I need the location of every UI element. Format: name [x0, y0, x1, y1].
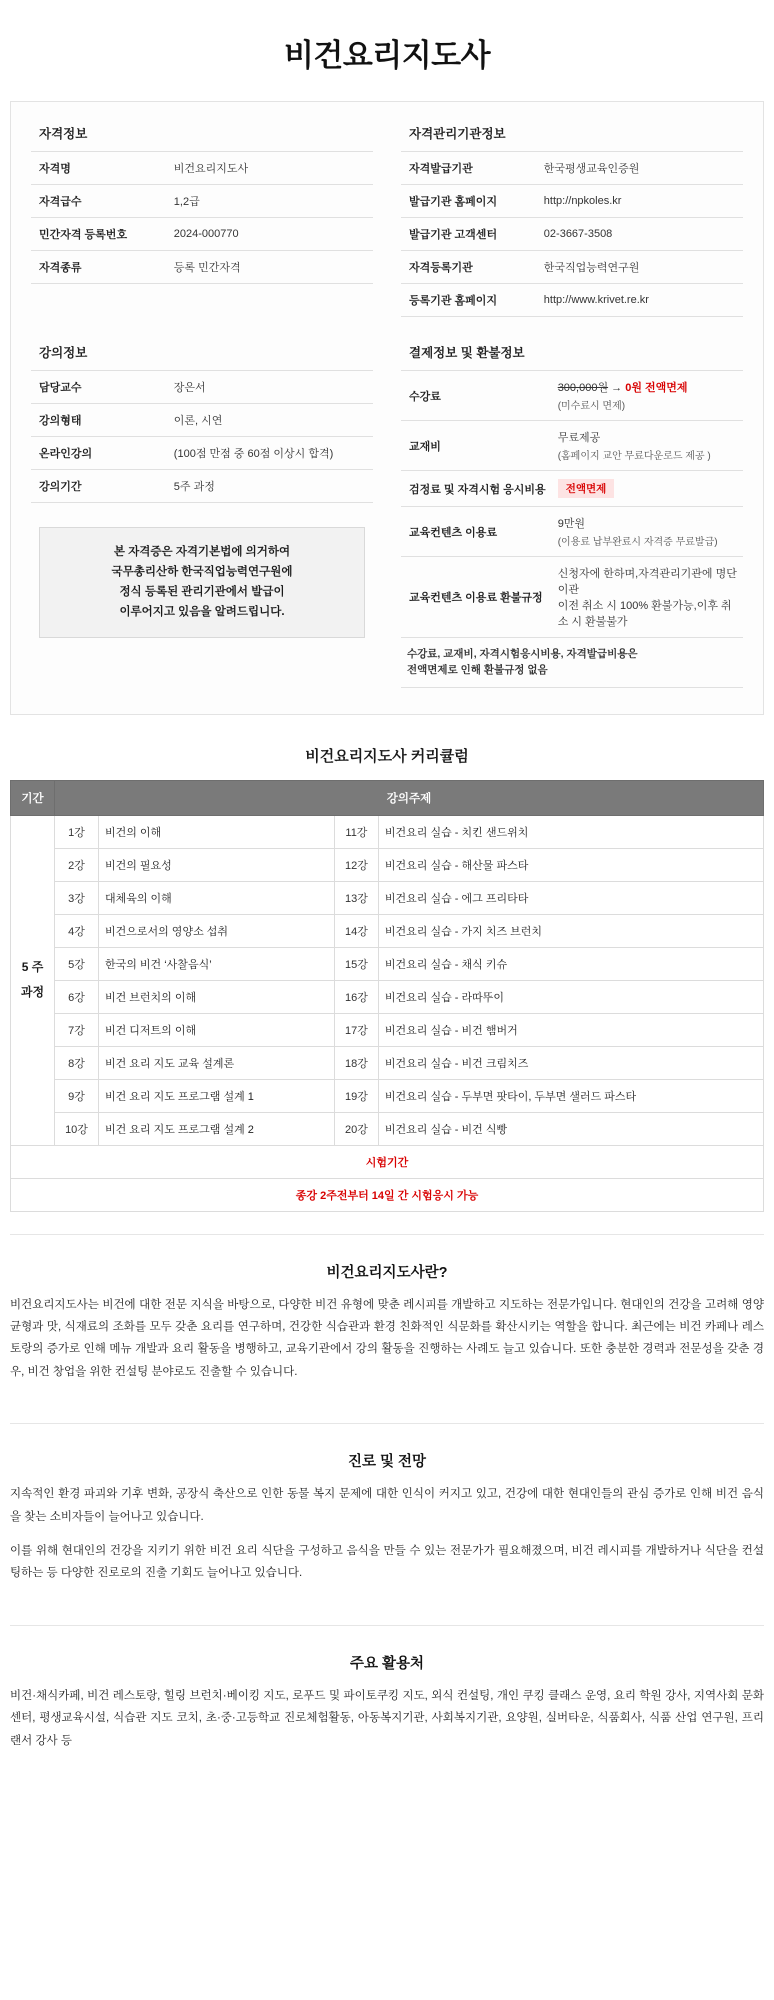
notice-line: 이루어지고 있음을 알려드립니다.: [119, 606, 285, 619]
lesson-no: 13강: [334, 881, 378, 914]
row-key: 민간자격 등록번호: [39, 229, 128, 241]
row-value: 한국직업능력연구원: [543, 262, 640, 274]
payment-footer-line: 수강료, 교재비, 자격시험응시비용, 자격발급비용은: [407, 648, 638, 660]
row-value: (100점 만점 중 60점 이상시 합격): [173, 448, 334, 460]
lesson-no: 14강: [334, 914, 378, 947]
table-row: [401, 218, 743, 251]
lesson-no: 9강: [55, 1079, 99, 1112]
payment-footer-line: 전액면제로 인해 환불규정 없음: [407, 664, 548, 677]
table-row-refund: [401, 557, 743, 638]
row-key: 자격명: [39, 163, 71, 175]
lesson-subject: 비건요리 실습 - 채식 키슈: [378, 947, 763, 980]
curriculum-period-label: 5 주 과정: [11, 815, 55, 1145]
table-row: [401, 185, 743, 218]
table-row: [11, 980, 764, 1013]
lesson-no: 6강: [55, 980, 99, 1013]
table-row: [11, 1046, 764, 1079]
career-paragraph: 이를 위해 현대인의 건강을 지키기 위한 비건 요리 식단을 구성하고 음식을 만들 수 있는 전문가가 필요해졌으며, 비건 레시피를 개발하거나 식단을 컨설팅하는 등 다양한 진로로의 진출 기회도 늘어나고 있습니다.: [10, 1545, 764, 1580]
about-heading: 비건요리지도사란?: [326, 1264, 448, 1281]
tuition-note: (미수료시 면제): [557, 401, 626, 412]
tuition-original-price: 300,000원: [557, 382, 609, 394]
lesson-no: 12강: [334, 848, 378, 881]
row-value: 이론, 시연: [173, 415, 223, 427]
about-section: [10, 1235, 764, 1402]
row-value: 5주 과정: [173, 481, 215, 493]
row-key: 발급기관 고객센터: [409, 229, 498, 241]
row-value: 비건요리지도사: [173, 163, 249, 175]
row-key: 검정료 및 자격시험 응시비용: [409, 483, 546, 496]
row-value: 등록 민간자격: [173, 262, 241, 274]
lesson-no: 19강: [334, 1079, 378, 1112]
row-key: 담당교수: [39, 382, 82, 394]
career-section: [10, 1424, 764, 1603]
lesson-subject: 비건 브런치의 이해: [99, 980, 335, 1013]
row-value: 장은서: [173, 382, 206, 394]
curriculum-header-subject: 강의주제: [55, 780, 764, 815]
row-key: 자격등록기관: [409, 262, 473, 274]
page-title: 비건요리지도사: [283, 38, 491, 73]
row-value: 한국평생교육인증원: [543, 163, 640, 175]
tuition-discount-price: 0원 전액면제: [625, 382, 688, 394]
table-row: [31, 218, 373, 251]
lesson-subject: 비건요리 실습 - 해산물 파스타: [378, 848, 763, 881]
content-fee-value: 9만원: [557, 518, 586, 530]
payment-refund-info-section: [401, 343, 743, 688]
lesson-no: 10강: [55, 1112, 99, 1145]
row-key: 등록기관 홈페이지: [409, 295, 498, 307]
row-key: 교육컨텐츠 이용료 환불규정: [409, 592, 543, 604]
lesson-subject: 비건의 필요성: [99, 848, 335, 881]
lesson-subject: 비건요리 실습 - 비건 햄버거: [378, 1013, 763, 1046]
lesson-subject: 비건 요리 지도 교육 설계론: [99, 1046, 335, 1079]
lesson-no: 1강: [55, 815, 99, 848]
lesson-no: 11강: [334, 815, 378, 848]
lesson-subject: 비건 요리 지도 프로그램 설계 2: [99, 1112, 335, 1145]
table-row-content-fee: [401, 507, 743, 557]
usage-section: [10, 1626, 764, 1770]
table-row: [11, 881, 764, 914]
lesson-no: 17강: [334, 1013, 378, 1046]
row-value: [552, 471, 743, 507]
row-key: 온라인강의: [39, 448, 93, 460]
row-key: 교육컨텐츠 이용료: [409, 526, 498, 539]
lesson-subject: 비건요리 실습 - 에그 프리타타: [378, 881, 763, 914]
table-row: [401, 152, 743, 185]
table-row: [11, 914, 764, 947]
row-value: 2024-000770: [173, 228, 239, 240]
notice-line: 정식 등록된 관리기관에서 발급이: [119, 586, 285, 599]
table-row-exam-fee: [401, 471, 743, 507]
lesson-subject: 대체육의 이해: [99, 881, 335, 914]
table-row-tuition: [401, 371, 743, 421]
lesson-no: 3강: [55, 881, 99, 914]
info-top-row: [31, 124, 743, 317]
lesson-no: 8강: [55, 1046, 99, 1079]
notice-line: 본 자격증은 자격기본법에 의거하여: [113, 546, 291, 558]
usage-paragraph: 비건·채식카페, 비건 레스토랑, 힐링 브런치·베이킹 지도, 로푸드 및 파이토쿠킹 지도, 외식 컨설팅, 개인 쿠킹 클래스 운영, 요리 학원 강사, 지역사회 문화센터, 평생교육시설, 식습관 지도 코치, 초·중·고등학교 진로체험활동, 아동복지기관, 사회복지기관, 요양원, 실버타운, 식품회사, 식품 산업 연구원, 프리랜서 강사 등: [10, 1689, 764, 1747]
exam-desc-row: [11, 1178, 764, 1211]
curriculum-header-row: [11, 780, 764, 815]
lecture-info-section: [31, 343, 373, 688]
row-key: 자격발급기관: [409, 163, 473, 175]
legal-notice-box: [39, 527, 365, 638]
usage-heading: 주요 활용처: [349, 1655, 425, 1672]
table-row-payment-footer: [401, 638, 743, 688]
row-value: [552, 557, 743, 638]
lesson-no: 2강: [55, 848, 99, 881]
exam-period-desc: 종강 2주전부터 14일 간 시험응시 가능: [11, 1178, 764, 1211]
career-paragraph: 지속적인 환경 파괴와 기후 변화, 공장식 축산으로 인한 동물 복지 문제에 대한 인식이 커지고 있고, 건강에 대한 현대인들의 관심 증가로 인해 비건 음식을 찾는 소비자들이 늘어나고 있습니다.: [10, 1488, 764, 1523]
lesson-subject: 비건의 이해: [99, 815, 335, 848]
lesson-no: 7강: [55, 1013, 99, 1046]
table-row: [11, 1079, 764, 1112]
management-org-info-section: [401, 124, 743, 317]
exam-fee-badge: 전액면제: [558, 479, 615, 498]
lesson-no: 5강: [55, 947, 99, 980]
row-value-link[interactable]: http://npkoles.kr: [543, 195, 622, 207]
table-row: [11, 1112, 764, 1145]
career-heading: 진로 및 전망: [347, 1454, 427, 1471]
table-row: [31, 437, 373, 470]
row-value-link[interactable]: http://www.krivet.re.kr: [543, 294, 649, 306]
lesson-subject: 한국의 비건 ‘사찰음식’: [99, 947, 335, 980]
lesson-subject: 비건요리 실습 - 라따뚜이: [378, 980, 763, 1013]
lecture-info-table: [31, 370, 373, 503]
row-value: 1,2급: [173, 196, 200, 208]
lesson-no: 18강: [334, 1046, 378, 1079]
row-value: [552, 507, 743, 557]
table-row: [31, 251, 373, 284]
curriculum-table: [10, 780, 764, 1212]
management-org-info-heading: 자격관리기관정보: [409, 127, 506, 141]
lesson-subject: 비건으로서의 영양소 섭취: [99, 914, 335, 947]
lesson-no: 4강: [55, 914, 99, 947]
table-row: [11, 848, 764, 881]
textbook-value: 무료제공: [557, 432, 601, 444]
row-key: 발급기관 홈페이지: [409, 196, 498, 208]
table-row: [401, 251, 743, 284]
payment-refund-table: [401, 370, 743, 688]
row-key: 강의형태: [39, 415, 82, 427]
info-panel: [10, 101, 764, 715]
qualification-info-section: [31, 124, 373, 317]
table-row: [31, 371, 373, 404]
table-row: [11, 1013, 764, 1046]
lesson-subject: 비건요리 실습 - 비건 크림치즈: [378, 1046, 763, 1079]
payment-footer: [401, 638, 743, 688]
management-org-info-table: [401, 151, 743, 317]
curriculum-header-period: 기간: [11, 780, 55, 815]
panel-spacer: [31, 317, 743, 343]
lesson-subject: 비건요리 실습 - 치킨 샌드위치: [378, 815, 763, 848]
table-row: [11, 947, 764, 980]
row-key: 교재비: [409, 440, 441, 453]
row-value: [552, 371, 743, 421]
table-row: [11, 815, 764, 848]
exam-period-title: 시험기간: [11, 1145, 764, 1178]
row-key: 자격급수: [39, 196, 82, 208]
curriculum-title: 비건요리지도사 커리큘럼: [305, 747, 469, 765]
row-key: 자격종류: [39, 262, 82, 274]
content-fee-note: (이용료 납부완료시 자격증 무료발급): [557, 537, 718, 548]
table-row: [31, 152, 373, 185]
payment-refund-heading: 결제정보 및 환불정보: [409, 346, 525, 360]
info-bottom-row: [31, 343, 743, 688]
lesson-no: 16강: [334, 980, 378, 1013]
lesson-subject: 비건 디저트의 이해: [99, 1013, 335, 1046]
table-row: [401, 284, 743, 317]
row-key: 강의기간: [39, 481, 82, 493]
about-paragraph: 비건요리지도사는 비건에 대한 전문 지식을 바탕으로, 다양한 비건 유형에 맞춘 레시피를 개발하고 지도하는 전문가입니다. 현대인의 건강을 고려해 영양 균형과 맛, 식재료의 조화를 모두 갖춘 요리를 연구하며, 건강한 식습관과 환경 친화적인 식문화를 확산시키는 역할을 합니다. 최근에는 비건 카페나 레스토랑의 증가로 인해 메뉴 개발과 요리 활동을 병행하고, 교육기관에서 강의 활동을 진행하는 사례도 늘고 있습니다. 또한 충분한 경력과 전문성을 갖춘 경우, 비건 창업을 위한 컨설팅 분야로도 진출할 수 있습니다.: [10, 1298, 764, 1378]
lesson-no: 15강: [334, 947, 378, 980]
row-value: [552, 421, 743, 471]
arrow-glyph: →: [611, 382, 623, 394]
lesson-subject: 비건요리 실습 - 가지 치즈 브런치: [378, 914, 763, 947]
lesson-no: 20강: [334, 1112, 378, 1145]
table-row: [31, 470, 373, 503]
lecture-info-heading: 강의정보: [39, 346, 88, 360]
lesson-subject: 비건요리 실습 - 두부면 팟타이, 두부면 샐러드 파스타: [378, 1079, 763, 1112]
table-row: [31, 185, 373, 218]
row-key: 수강료: [409, 390, 441, 403]
exam-title-row: [11, 1145, 764, 1178]
table-row: [31, 404, 373, 437]
qualification-info-table: [31, 151, 373, 284]
table-row-textbook: [401, 421, 743, 471]
notice-line: 국무총리산하 한국직업능력연구원에: [111, 566, 293, 579]
row-value: 02-3667-3508: [543, 228, 613, 240]
refund-line: 신청자에 한하며,자격관리기관에 명단이관: [557, 568, 737, 596]
lesson-subject: 비건요리 실습 - 비건 식빵: [378, 1112, 763, 1145]
lesson-subject: 비건 요리 지도 프로그램 설계 1: [99, 1079, 335, 1112]
textbook-note: (홈페이지 교안 무료다운로드 제공 ): [557, 451, 711, 462]
qualification-info-heading: 자격정보: [39, 127, 88, 141]
refund-line: 이전 취소 시 100% 환불가능,이후 취소 시 환불불가: [557, 600, 732, 628]
